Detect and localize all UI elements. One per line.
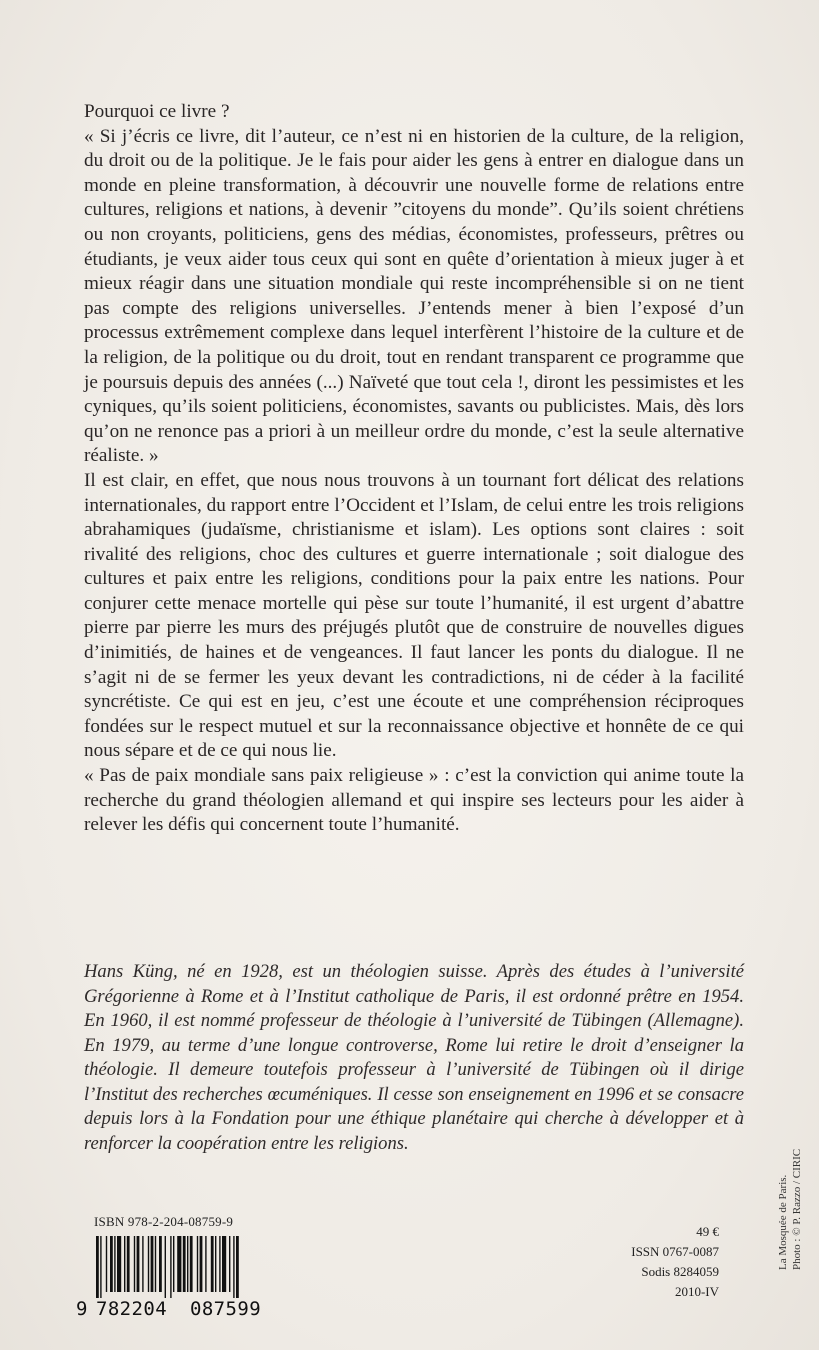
author-bio <box>84 960 744 1156</box>
edition-code: 2010-IV <box>674 1284 719 1299</box>
blurb-heading: Pourquoi ce livre ? <box>84 101 230 122</box>
barcode-group-right: 087599 <box>190 1298 262 1320</box>
issn: ISSN 0767-0087 <box>631 1244 719 1259</box>
photo-credits <box>776 1090 803 1270</box>
barcode-group-left: 782204 <box>96 1298 168 1320</box>
price-info <box>631 1222 719 1302</box>
blurb-paragraph: Il est clair, en effet, que nous nous trouvons à un tournant fort délicat des relations internationales, du rapport entre l’Occident et l’Islam, de celui entre les trois religions abrahamiques (judaïsme, christianisme et islam). Les options sont claires : soit rivalité des religions, choc des cultures et guerre internationale ; soit dialogue des cultures et paix entre les religions, conditions pour la paix entre les nations. Pour conjurer cette menace mortelle qui pèse sur toute l’humanité, il est urgent d’abattre pierre par pierre les murs des préjugés plutôt que de construire de nouvelles digues d’inimitiés, de haines et de vengeances. Il faut lancer les ponts du dialogue. Il ne s’agit ni de se fermer les yeux devant les contradictions, ni de céder à la facilité syncrétiste. Ce qui est en jeu, c’est une écoute et une compréhension réciproques fondées sur le respect mutuel et sur la reconnaissance objective et honnête de ce qui nous sépare et de ce qui nous lie. <box>84 469 744 762</box>
author-bio-text: Hans Küng, né en 1928, est un théologien suisse. Après des études à l’université Grégorienne à Rome et à l’Institut catholique de Paris, il est ordonné prêtre en 1954. En 1960, il est nommé professeur de théologie à l’université de Tübingen (Allemagne). En 1979, au terme d’une longue controverse, Rome lui retire le droit d’enseigner la théologie. Il demeure toutefois professeur à l’université de Tübingen où il dirige l’Institut des recherches œcuméniques. Il cesse son enseignement en 1996 et se consacre depuis lors à la Fondation pour une éthique planétaire qui cherche à développer et à renforcer la coopération entre les religions. <box>84 961 744 1154</box>
isbn-label: ISBN 978-2-204-08759-9 <box>94 1214 234 1229</box>
sodis: Sodis 8284059 <box>641 1264 719 1279</box>
blurb-paragraph: « Pas de paix mondiale sans paix religieuse » : c’est la conviction qui anime toute la recherche du grand théologien allemand et qui inspire ses lecteurs pour les aider à relever les défis qui concernent toute l’humanité. <box>84 765 744 836</box>
barcode-icon <box>96 1236 272 1298</box>
blurb <box>84 100 744 838</box>
blurb-paragraph: « Si j’écris ce livre, dit l’auteur, ce n’est ni en historien de la culture, de la religion, du droit ou de la politique. Je le fais pour aider les gens à entrer en dialogue dans un monde en pleine transformation, à découvrir une nouvelle forme de relations entre cultures, religions et nations, à devenir ”citoyens du monde”. Qu’ils soient chrétiens ou non croyants, politiciens, gens des médias, économistes, professeurs, prêtres ou étudiants, je veux aider tous ceux qui sont en quête d’orientation à mieux juger à et mieux réagir dans une situation mondiale qui reste incompréhensible si on ne tient pas compte des religions universelles. J’entends mener à bien l’exposé d’un processus extrêmement complexe dans lequel interfèrent l’histoire de la culture et de la religion, de la politique ou du droit, tout en rendant transparent ce programme que je poursuis depuis des années (...) Naïveté que tout cela !, diront les pessimistes et les cyniques, qu’ils soient politiciens, économistes, savants ou publicistes. Mais, dès lors qu’on ne renonce pas a priori à un meilleur ordre du monde, c’est la seule alternative réaliste. » <box>84 125 744 467</box>
credit-line-1: La Mosquée de Paris. <box>777 1174 789 1270</box>
credit-line-2: Photo : © P. Razzo / CIRIC <box>791 1148 803 1270</box>
price: 49 € <box>696 1224 719 1239</box>
barcode-lead-digit: 9 <box>76 1298 88 1320</box>
